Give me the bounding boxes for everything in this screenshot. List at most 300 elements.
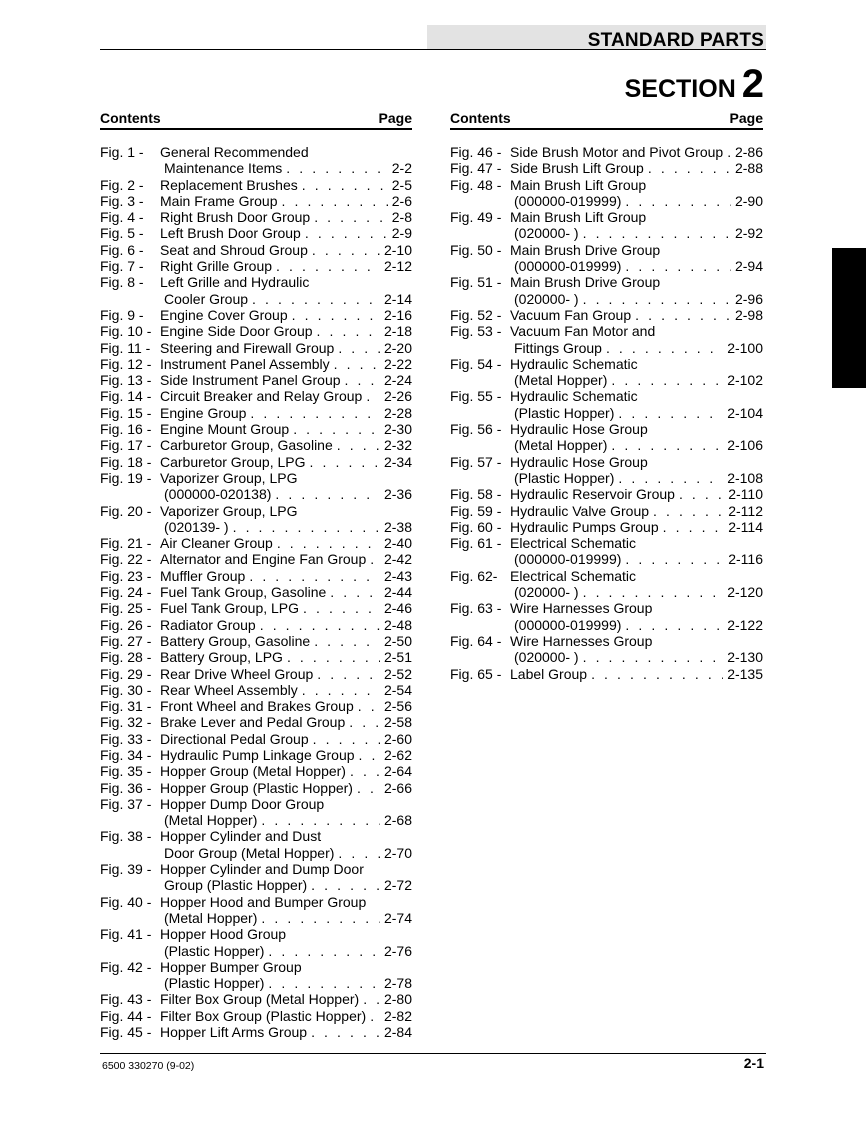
toc-entry[interactable] (100, 405, 412, 421)
toc-entry-line (100, 160, 412, 176)
toc-entry-line (450, 584, 763, 600)
toc-entry-line (100, 812, 412, 828)
figure-number: Fig. 41 - (100, 926, 152, 943)
entry-page-number: 2-2 (391, 160, 412, 177)
toc-entry[interactable] (100, 209, 412, 225)
entry-title: Front Wheel and Brakes Group (160, 698, 354, 715)
page-label: Page (729, 110, 763, 126)
entry-page-number: 2-130 (727, 649, 763, 666)
entry-page-number: 2-56 (383, 698, 412, 715)
entry-page-number: 2-88 (734, 160, 763, 177)
toc-entry[interactable] (450, 486, 763, 502)
toc-entry-line (100, 551, 412, 567)
toc-entry[interactable] (100, 307, 412, 323)
dot-leader (307, 1024, 380, 1040)
toc-entry[interactable] (100, 503, 412, 536)
figure-number: Fig. 57 - (450, 453, 502, 470)
figure-number: Fig. 22 - (100, 551, 152, 568)
document-number: 6500 330270 (9-02) (102, 1060, 195, 1072)
toc-entry-line (450, 437, 763, 453)
toc-entry[interactable] (100, 828, 412, 861)
toc-entry-line (100, 225, 412, 241)
figure-number: Fig. 34 - (100, 746, 152, 763)
entry-page-number: 2-120 (727, 584, 763, 601)
toc-entry-line (450, 421, 763, 437)
toc-entry[interactable] (100, 535, 412, 551)
toc-entry[interactable] (100, 633, 412, 649)
toc-entry-line (450, 666, 763, 682)
entry-page-number: 2-40 (383, 535, 412, 552)
toc-entry-line (100, 1024, 412, 1040)
toc-entry-line (450, 535, 763, 551)
figure-number: Fig. 27 - (100, 632, 152, 649)
toc-entry[interactable] (450, 600, 763, 633)
figure-number: Fig. 44 - (100, 1007, 152, 1024)
entry-title: Hopper Hood and Bumper Group (160, 893, 367, 910)
dot-leader (345, 714, 380, 730)
dot-leader (307, 877, 380, 893)
entry-page-number: 2-34 (383, 453, 412, 470)
entry-title: Engine Side Door Group (160, 323, 313, 340)
dot-leader (310, 633, 380, 649)
toc-entry-line (450, 600, 763, 616)
toc-entry[interactable] (100, 372, 412, 388)
dot-leader (631, 307, 731, 323)
entry-title: Electrical Schematic (510, 535, 637, 552)
entry-page-number: 2-96 (734, 290, 763, 307)
entry-title: Hopper Hood Group (160, 926, 287, 943)
toc-entry[interactable] (100, 193, 412, 209)
toc-entry-line (100, 568, 412, 584)
toc-entry-line (100, 828, 412, 844)
toc-entry-line (100, 274, 412, 290)
toc-entry-line (100, 714, 412, 730)
toc-entry[interactable] (100, 714, 412, 730)
toc-entry[interactable] (450, 633, 763, 666)
toc-entry-line (450, 225, 763, 241)
figure-number: Fig. 17 - (100, 437, 152, 454)
dot-leader (644, 160, 731, 176)
dot-leader (330, 356, 380, 372)
dot-leader (246, 405, 380, 421)
toc-entry[interactable] (100, 1024, 412, 1040)
entry-title: Side Brush Lift Group (510, 160, 644, 177)
figure-number: Fig. 1 - (100, 144, 144, 160)
figure-number: Fig. 52 - (450, 306, 502, 323)
dot-leader (289, 421, 380, 437)
entry-page-number: 2-6 (391, 192, 412, 209)
toc-entry-line (450, 193, 763, 209)
dot-leader (621, 551, 724, 567)
entry-title: (Plastic Hopper) (514, 469, 615, 486)
figure-number: Fig. 53 - (450, 323, 502, 340)
toc-entry[interactable] (100, 225, 412, 241)
toc-entry[interactable] (100, 388, 412, 404)
figure-number: Fig. 46 - (450, 144, 502, 160)
entry-title: Rear Wheel Assembly (160, 681, 298, 698)
toc-entry[interactable] (450, 519, 763, 535)
entry-title: Hopper Group (Metal Hopper) (160, 763, 346, 780)
figure-number: Fig. 36 - (100, 779, 152, 796)
dot-leader (256, 617, 380, 633)
toc-entry[interactable] (100, 177, 412, 193)
toc-entry-line (100, 405, 412, 421)
entry-title: Main Brush Drive Group (510, 274, 661, 291)
entry-title: (Metal Hopper) (164, 909, 258, 926)
contents-label: Contents (100, 110, 161, 126)
toc-entry-line (450, 454, 763, 470)
entry-page-number: 2-18 (383, 323, 412, 340)
dot-leader (277, 193, 387, 209)
entry-title: Carburetor Group, Gasoline (160, 437, 333, 454)
entry-page-number: 2-135 (727, 665, 763, 682)
entry-title: Hopper Group (Plastic Hopper) (160, 779, 353, 796)
entry-page-number: 2-14 (383, 290, 412, 307)
toc-entry[interactable] (100, 926, 412, 959)
figure-number: Fig. 15 - (100, 404, 152, 421)
entry-page-number: 2-32 (383, 437, 412, 454)
figure-number: Fig. 28 - (100, 649, 152, 666)
toc-entry-line (450, 519, 763, 535)
figure-number: Fig. 58 - (450, 486, 502, 503)
figure-number: Fig. 25 - (100, 600, 152, 617)
toc-entry[interactable] (100, 666, 412, 682)
toc-entry-line (450, 307, 763, 323)
entry-title: Right Brush Door Group (160, 209, 311, 226)
toc-entry-line (100, 519, 412, 535)
entry-page-number: 2-58 (383, 714, 412, 731)
toc-entry-line (100, 437, 412, 453)
figure-number: Fig. 21 - (100, 535, 152, 552)
toc-entry[interactable] (100, 551, 412, 567)
toc-entry[interactable] (450, 388, 763, 421)
toc-entry[interactable] (100, 454, 412, 470)
toc-entry-line (100, 535, 412, 551)
toc-entry-line (100, 910, 412, 926)
entry-title: Engine Mount Group (160, 421, 290, 438)
entry-title: Label Group (510, 665, 588, 682)
figure-number: Fig. 32 - (100, 714, 152, 731)
entry-page-number: 2-116 (728, 551, 763, 568)
entry-page-number: 2-64 (383, 763, 412, 780)
toc-entry[interactable] (100, 421, 412, 437)
toc-entry-line (450, 340, 763, 356)
entry-title: Cooler Group (164, 290, 249, 307)
entry-page-number: 2-98 (734, 306, 763, 323)
figure-number: Fig. 35 - (100, 763, 152, 780)
toc-entry[interactable] (100, 568, 412, 584)
figure-number: Fig. 43 - (100, 991, 152, 1008)
toc-entry[interactable] (450, 323, 763, 356)
entry-title: Maintenance Items (164, 160, 283, 177)
figure-number: Fig. 26 - (100, 616, 152, 633)
entry-page-number: 2-74 (383, 909, 412, 926)
section-number: 2 (741, 62, 764, 106)
entry-title: Wire Harnesses Group (510, 632, 653, 649)
header-title: STANDARD PARTS (587, 30, 764, 51)
toc-entry[interactable] (450, 274, 763, 307)
toc-entry-line (450, 160, 763, 176)
entry-title: Hopper Bumper Group (160, 958, 302, 975)
toc-entry[interactable] (450, 503, 763, 519)
dot-leader (723, 144, 731, 160)
toc-entry[interactable] (100, 584, 412, 600)
dot-leader (306, 454, 380, 470)
entry-title: Instrument Panel Assembly (160, 355, 330, 372)
entry-title: General Recommended (160, 144, 309, 160)
entry-title: Hydraulic Valve Group (510, 502, 650, 519)
toc-entry[interactable] (100, 991, 412, 1007)
entry-page-number: 2-84 (383, 1024, 412, 1041)
entry-title: Hydraulic Hose Group (510, 421, 648, 438)
toc-entry[interactable] (450, 568, 763, 601)
entry-page-number: 2-108 (727, 469, 763, 486)
figure-number: Fig. 63 - (450, 600, 502, 617)
entry-page-number: 2-16 (383, 306, 412, 323)
figure-number: Fig. 45 - (100, 1024, 152, 1041)
figure-number: Fig. 51 - (450, 274, 502, 291)
section-tab-marker (832, 248, 866, 388)
toc-entry[interactable] (100, 144, 412, 177)
toc-entry[interactable] (450, 209, 763, 242)
entry-page-number: 2-26 (383, 388, 412, 405)
toc-entry[interactable] (100, 600, 412, 616)
toc-entry-line (100, 731, 412, 747)
toc-entry[interactable] (100, 274, 412, 307)
toc-entry-line (450, 144, 763, 160)
entry-page-number: 2-43 (383, 567, 412, 584)
entry-title: Wire Harnesses Group (510, 600, 653, 617)
toc-entry-line (100, 633, 412, 649)
toc-entry[interactable] (100, 763, 412, 779)
toc-entry[interactable] (450, 535, 763, 568)
toc-entry[interactable] (100, 649, 412, 665)
toc-entry-line (100, 763, 412, 779)
entry-title: (000000-019999) (514, 258, 622, 275)
entry-title: Rear Drive Wheel Group (160, 665, 314, 682)
dot-leader (298, 682, 380, 698)
toc-entry[interactable] (450, 177, 763, 210)
entry-title: (020000- ) (514, 584, 579, 601)
toc-entry-line (100, 291, 412, 307)
entry-title: Vacuum Fan Group (510, 306, 632, 323)
toc-entry-line (100, 698, 412, 714)
entry-page-number: 2-62 (383, 746, 412, 763)
entry-page-number: 2-82 (383, 1007, 412, 1024)
toc-entry[interactable] (450, 307, 763, 323)
figure-number: Fig. 29 - (100, 665, 152, 682)
figure-number: Fig. 47 - (450, 160, 502, 177)
toc-entry[interactable] (100, 323, 412, 339)
dot-leader (579, 225, 731, 241)
toc-entry[interactable] (100, 861, 412, 894)
column-header (450, 108, 763, 130)
dot-leader (614, 470, 723, 486)
toc-entry[interactable] (100, 731, 412, 747)
entry-page-number: 2-80 (383, 991, 412, 1008)
column-header (100, 108, 412, 130)
dot-leader (353, 780, 380, 796)
toc-entry[interactable] (100, 356, 412, 372)
entry-title: Fuel Tank Group, LPG (160, 600, 300, 617)
toc-entry-line (450, 291, 763, 307)
toc-entry-line (450, 356, 763, 372)
figure-number: Fig. 6 - (100, 241, 144, 258)
dot-leader (334, 340, 380, 356)
toc-entry[interactable] (100, 258, 412, 274)
toc-entry[interactable] (100, 617, 412, 633)
figure-number: Fig. 42 - (100, 958, 152, 975)
entry-title: Side Instrument Panel Group (160, 372, 341, 389)
toc-entry[interactable] (100, 894, 412, 927)
entry-page-number: 2-50 (383, 632, 412, 649)
entry-page-number: 2-9 (391, 225, 412, 242)
figure-number: Fig. 3 - (100, 192, 144, 209)
dot-leader (288, 307, 380, 323)
dot-leader (579, 291, 731, 307)
entry-page-number: 2-24 (383, 372, 412, 389)
toc-entry-line (100, 307, 412, 323)
entry-page-number: 2-76 (383, 942, 412, 959)
figure-number: Fig. 8 - (100, 274, 144, 291)
dot-leader (621, 193, 731, 209)
dot-leader (257, 910, 380, 926)
contents-column-left (100, 108, 412, 1040)
entry-page-number: 2-90 (734, 192, 763, 209)
entry-title: Muffler Group (160, 567, 246, 584)
entry-title: Main Brush Lift Group (510, 209, 647, 226)
entry-title: Main Frame Group (160, 192, 278, 209)
toc-entry-line (450, 372, 763, 388)
entry-title: Vacuum Fan Motor and (510, 323, 656, 340)
entry-title: (000000-019999) (514, 616, 622, 633)
figure-number: Fig. 37 - (100, 795, 152, 812)
toc-entry-line (100, 649, 412, 665)
toc-entry[interactable] (450, 356, 763, 389)
dot-leader (621, 617, 723, 633)
toc-entry-line (450, 242, 763, 258)
toc-entry-line (100, 617, 412, 633)
toc-entry[interactable] (100, 780, 412, 796)
dot-leader (659, 519, 725, 535)
figure-number: Fig. 14 - (100, 388, 152, 405)
figure-number: Fig. 40 - (100, 893, 152, 910)
dot-leader (272, 258, 380, 274)
toc-entry-line (100, 193, 412, 209)
entry-page-number: 2-54 (383, 681, 412, 698)
toc-entry-line (450, 503, 763, 519)
toc-entry[interactable] (100, 1008, 412, 1024)
entry-title: (020000- ) (514, 649, 579, 666)
dot-leader (326, 584, 380, 600)
toc-entry[interactable] (100, 747, 412, 763)
figure-number: Fig. 55 - (450, 388, 502, 405)
toc-entry-line (450, 274, 763, 290)
toc-entry-line (100, 144, 412, 160)
figure-number: Fig. 33 - (100, 730, 152, 747)
toc-entry-line (450, 209, 763, 225)
toc-entry-line (100, 926, 412, 942)
toc-entry[interactable] (100, 682, 412, 698)
toc-entry-line (100, 747, 412, 763)
toc-entry-line (100, 600, 412, 616)
dot-leader (310, 209, 388, 225)
toc-entry-line (100, 503, 412, 519)
contents-label: Contents (450, 110, 511, 126)
dot-leader (366, 1008, 380, 1024)
dot-leader (301, 225, 388, 241)
entry-title: Alternator and Engine Fan Group (160, 551, 367, 568)
entry-page-number: 2-106 (727, 437, 763, 454)
toc-entry-line (100, 796, 412, 812)
toc-entry[interactable] (100, 959, 412, 992)
toc-entry[interactable] (100, 698, 412, 714)
toc-entry-line (100, 340, 412, 356)
entry-title: Radiator Group (160, 616, 256, 633)
figure-number: Fig. 2 - (100, 176, 144, 193)
figure-number: Fig. 12 - (100, 355, 152, 372)
dot-leader (587, 666, 723, 682)
entry-title: Hopper Dump Door Group (160, 795, 325, 812)
toc-entry-line (450, 617, 763, 633)
entry-page-number: 2-114 (728, 518, 763, 535)
entry-title: Brake Lever and Pedal Group (160, 714, 346, 731)
toc-entry[interactable] (450, 160, 763, 176)
toc-entry[interactable] (100, 796, 412, 829)
dot-leader (354, 698, 380, 714)
toc-entry-line (100, 959, 412, 975)
toc-entry-line (100, 1008, 412, 1024)
entry-title: (Metal Hopper) (514, 372, 608, 389)
entry-title: (020000- ) (514, 290, 579, 307)
toc-entry[interactable] (450, 242, 763, 275)
toc-entry-line (100, 209, 412, 225)
dot-leader (579, 584, 724, 600)
toc-entry[interactable] (450, 666, 763, 682)
toc-entry-line (100, 943, 412, 959)
entry-title: Replacement Brushes (160, 176, 298, 193)
entry-title: (000000-019999) (514, 551, 622, 568)
entry-page-number: 2-78 (383, 975, 412, 992)
toc-entry[interactable] (100, 470, 412, 503)
entry-title: (000000-020138) (164, 486, 272, 503)
toc-entry-line (100, 584, 412, 600)
entry-page-number: 2-72 (383, 877, 412, 894)
entry-title: Hydraulic Schematic (510, 388, 638, 405)
toc-entry-line (450, 323, 763, 339)
figure-number: Fig. 65 - (450, 665, 502, 682)
toc-entry-line (450, 486, 763, 502)
figure-number: Fig. 61 - (450, 535, 502, 552)
toc-entry[interactable] (450, 144, 763, 160)
entry-page-number: 2-66 (383, 779, 412, 796)
toc-entry[interactable] (450, 454, 763, 487)
toc-entry-line (100, 991, 412, 1007)
entry-page-number: 2-20 (383, 339, 412, 356)
toc-entry[interactable] (450, 421, 763, 454)
toc-entry[interactable] (100, 242, 412, 258)
toc-entry[interactable] (100, 340, 412, 356)
entry-title: Carburetor Group, LPG (160, 453, 306, 470)
entry-title: Engine Cover Group (160, 306, 288, 323)
entry-title: Hydraulic Hose Group (510, 453, 648, 470)
toc-entry[interactable] (100, 437, 412, 453)
toc-entry-line (450, 258, 763, 274)
figure-number: Fig. 31 - (100, 698, 152, 715)
entry-title: (Plastic Hopper) (514, 404, 615, 421)
figure-number: Fig. 38 - (100, 828, 152, 845)
dot-leader (579, 649, 724, 665)
